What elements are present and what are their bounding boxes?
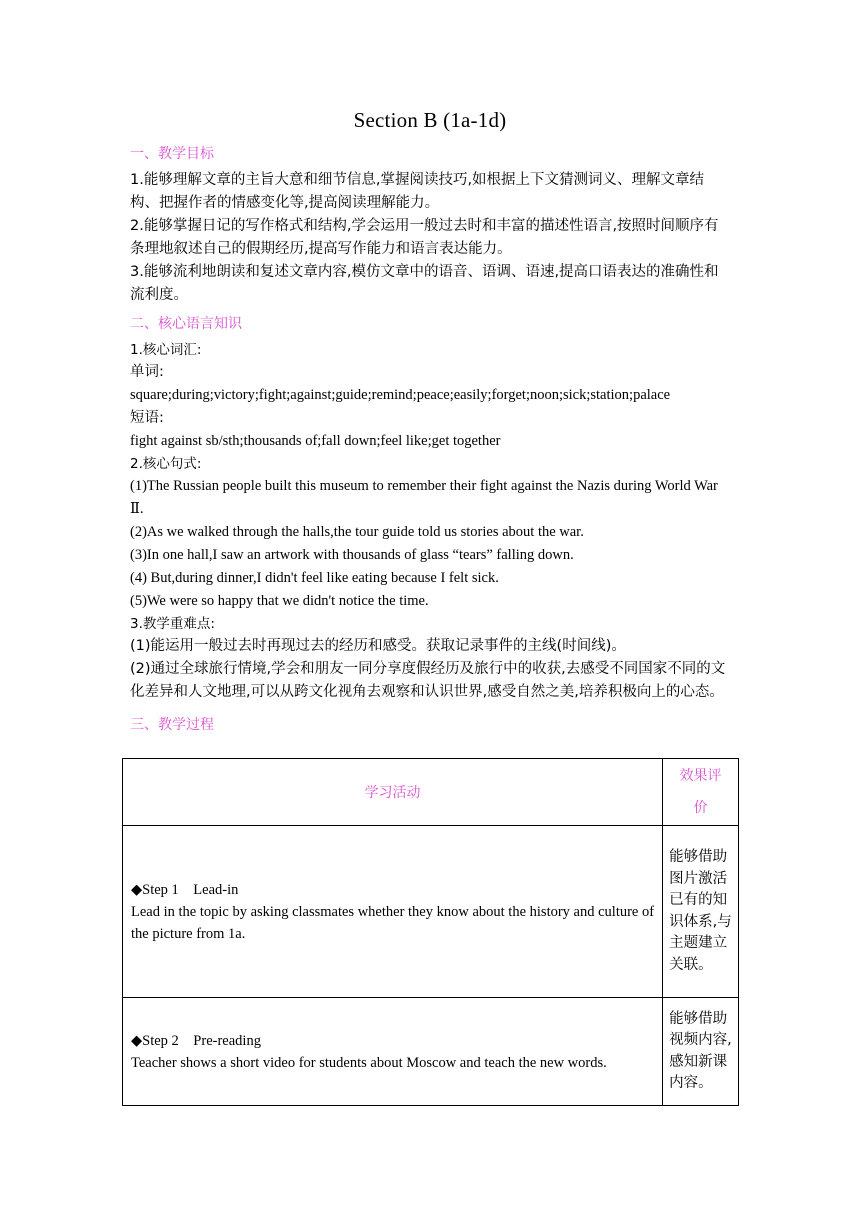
table-row: [123, 826, 739, 998]
words-list: square;during;victory;fight;against;guide;remind;peace;easily;forget;noon;sick;station;palace: [130, 387, 671, 403]
sentence-item: (2)As we walked through the halls,the tour guide told us stories about the war.: [130, 524, 584, 540]
section-heading-process: 三、教学过程: [130, 717, 214, 733]
activity-cell: [123, 826, 663, 998]
step-description: Teacher shows a short video for students about Moscow and teach the new words.: [131, 1054, 607, 1071]
table-row: [123, 998, 739, 1106]
header-activity: 学习活动: [123, 759, 663, 826]
key-point-item: (2)通过全球旅行情境,学会和朋友一同分享度假经历及旅行中的收获,去感受不同国家不同的文化差异和人文地理,可以从跨文化视角去观察和认识世界,感受自然之美,培养积极向上的心态。: [130, 661, 726, 700]
sentence-item: (4) But,during dinner,I didn't feel like eating because I felt sick.: [130, 570, 499, 586]
step-title: ◆Step 1 Lead-in: [131, 881, 239, 898]
sentence-item: (5)We were so happy that we didn't notice the time.: [130, 593, 429, 609]
objective-item: 2.能够掌握日记的写作格式和结构,学会运用一般过去时和丰富的描述性语言,按照时间顺序有条理地叙述自己的假期经历,提高写作能力和语言表达能力。: [130, 218, 719, 257]
header-eval-line: 效果评: [679, 768, 722, 784]
evaluation-cell: 能够借助图片激活已有的知识体系,与主题建立关联。: [663, 826, 739, 998]
teaching-process-table: [122, 758, 739, 1106]
table-header-row: [123, 759, 739, 826]
page-title: Section B (1a-1d): [353, 108, 507, 132]
sentence-item: (3)In one hall,I saw an artwork with thousands of glass “tears” falling down.: [130, 547, 574, 563]
activity-cell: [123, 998, 663, 1106]
step-title: ◆Step 2 Pre-reading: [131, 1032, 261, 1049]
sentences-label: 2.核心句式:: [130, 456, 202, 472]
key-point-item: (1)能运用一般过去时再现过去的经历和感受。获取记录事件的主线(时间线)。: [130, 638, 626, 654]
step-description: Lead in the topic by asking classmates whether they know about the history and culture of the picture from 1a.: [131, 903, 655, 942]
evaluation-cell: 能够借助视频内容,感知新课内容。: [663, 998, 739, 1106]
phrases-list: fight against sb/sth;thousands of;fall down;feel like;get together: [130, 433, 501, 449]
key-points-label: 3.教学重难点:: [130, 616, 215, 632]
vocab-label: 1.核心词汇:: [130, 342, 202, 358]
sentence-item: (1)The Russian people built this museum to remember their fight against the Nazis during World War Ⅱ.: [130, 478, 718, 517]
header-evaluation: [663, 759, 739, 826]
document-page: [130, 108, 730, 740]
header-eval-line: 价: [693, 800, 708, 816]
objective-item: 3.能够流利地朗读和复述文章内容,模仿文章中的语音、语调、语速,提高口语表达的准确性和流利度。: [130, 264, 719, 303]
section-heading-objectives: 一、教学目标: [130, 146, 214, 162]
words-label: 单词:: [130, 364, 164, 380]
section-heading-language: 二、核心语言知识: [130, 316, 242, 332]
phrases-label: 短语:: [130, 410, 164, 426]
objective-item: 1.能够理解文章的主旨大意和细节信息,掌握阅读技巧,如根据上下文猜测词义、理解文章结构、把握作者的情感变化等,提高阅读理解能力。: [130, 172, 705, 211]
